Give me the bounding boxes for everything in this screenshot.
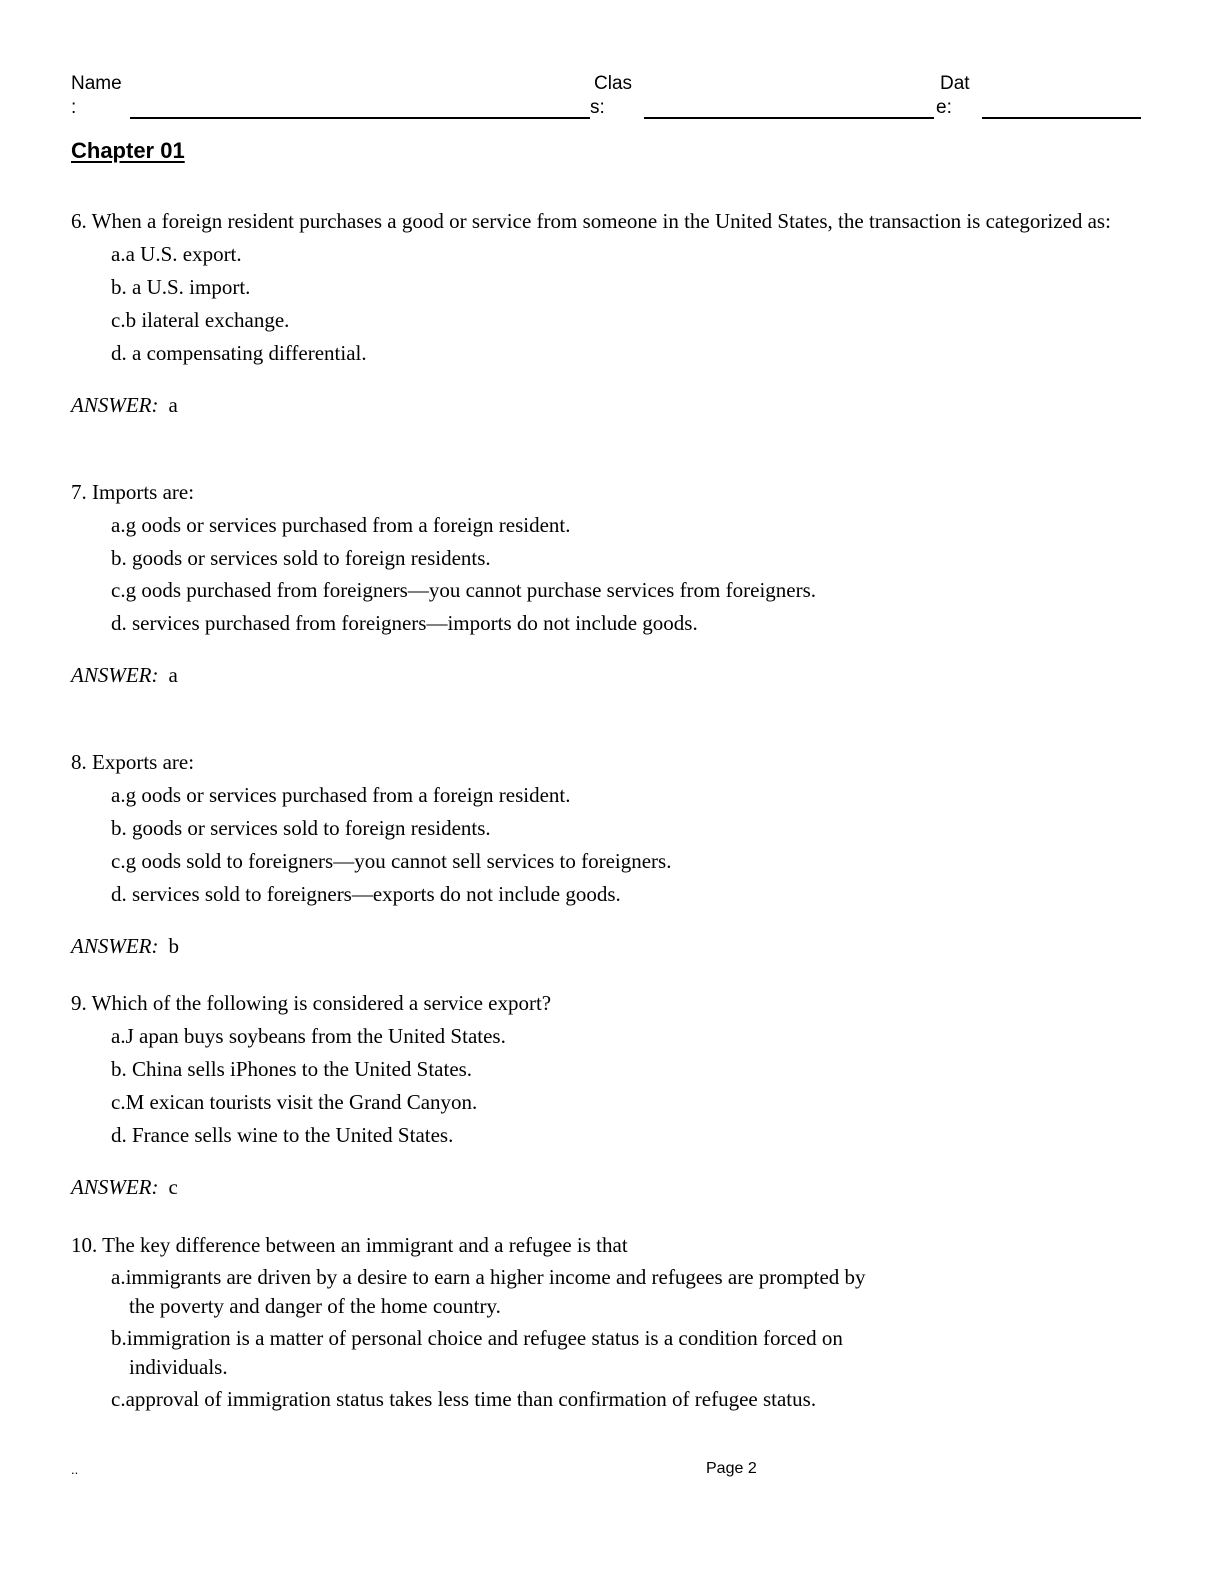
option-letter: d.	[111, 611, 127, 635]
answer-label: ANSWER:	[71, 393, 159, 417]
option-a	[71, 780, 1131, 810]
option-letter: d.	[111, 882, 127, 906]
option-letter: c.	[111, 308, 126, 332]
options-list	[71, 1021, 1131, 1150]
option-a	[71, 1021, 1131, 1051]
option-letter: a.	[111, 1024, 126, 1048]
option-b	[71, 1324, 875, 1382]
date-label-top: Dat	[940, 73, 970, 94]
answer-line	[71, 660, 1131, 690]
answer-label: ANSWER:	[71, 1175, 159, 1199]
option-c	[71, 846, 1131, 876]
question-stem: 8. Exports are:	[71, 750, 195, 774]
class-label-bottom: s:	[590, 97, 605, 118]
question-6	[71, 207, 1131, 420]
option-letter: c.	[111, 849, 126, 873]
question-7	[71, 478, 1131, 690]
option-a	[71, 1263, 875, 1321]
page-number: Page 2	[706, 1460, 757, 1477]
option-c	[71, 1385, 875, 1414]
option-text: services sold to foreigners—exports do not include goods.	[126, 882, 621, 906]
option-text: services purchased from foreigners—imports do not include goods.	[126, 611, 698, 635]
option-b	[71, 1054, 1131, 1084]
option-b	[71, 272, 1131, 302]
option-c	[71, 576, 835, 605]
answer-value: b	[168, 934, 179, 958]
class-label-top: Clas	[594, 73, 633, 94]
options-list	[71, 1263, 1131, 1414]
option-letter: c.	[111, 578, 126, 602]
answer-line	[71, 931, 1131, 961]
option-letter: a.	[111, 242, 126, 266]
answer-label: ANSWER:	[71, 663, 159, 687]
option-text: goods or services sold to foreign residents.	[126, 546, 491, 570]
option-c	[71, 305, 1131, 335]
option-d	[71, 879, 1131, 909]
option-letter: b.	[111, 816, 127, 840]
option-text: a U.S. import.	[126, 275, 251, 299]
option-a	[71, 239, 1131, 269]
name-field-line[interactable]	[130, 117, 590, 119]
question-stem: 6. When a foreign resident purchases a good or service from someone in the United States, the transaction is categorized as:	[71, 209, 1111, 233]
option-letter: b.	[111, 1326, 127, 1350]
option-letter: a.	[111, 783, 126, 807]
answer-value: a	[168, 663, 178, 687]
options-list	[71, 780, 1131, 909]
option-text: J apan buys soybeans from the United States.	[125, 1024, 506, 1048]
name-label-top: Name	[71, 73, 122, 94]
question-8	[71, 748, 1131, 961]
answer-label: ANSWER:	[71, 934, 159, 958]
footer-dots: ..	[71, 1462, 79, 1477]
option-letter: c.	[111, 1387, 126, 1411]
question-stem: 9. Which of the following is considered a service export?	[71, 991, 552, 1015]
option-text: a U.S. export.	[125, 242, 242, 266]
options-list	[71, 239, 1131, 368]
answer-line	[71, 1172, 1131, 1202]
option-text: g oods sold to foreigners—you cannot sell services to foreigners.	[125, 849, 672, 873]
option-text: approval of immigration status takes less time than confirmation of refugee status.	[125, 1387, 817, 1411]
answer-value: c	[168, 1175, 178, 1199]
date-label-bottom: e:	[936, 97, 952, 118]
option-text: goods or services sold to foreign residents.	[126, 816, 491, 840]
class-field-line[interactable]	[644, 117, 934, 119]
question-stem: 10. The key difference between an immigrant and a refugee is that	[71, 1233, 628, 1257]
option-text: France sells wine to the United States.	[126, 1123, 454, 1147]
option-b	[71, 543, 1131, 573]
question-stem: 7. Imports are:	[71, 480, 195, 504]
option-letter: b.	[111, 546, 127, 570]
option-d	[71, 608, 1131, 638]
option-d	[71, 338, 1131, 368]
option-text: b ilateral exchange.	[125, 308, 290, 332]
options-list	[71, 510, 1131, 638]
option-letter: b.	[111, 275, 127, 299]
option-text: g oods or services purchased from a foreign resident.	[125, 513, 571, 537]
question-9	[71, 989, 1131, 1202]
option-letter: d.	[111, 1123, 127, 1147]
option-c	[71, 1087, 1131, 1117]
option-letter: a.	[111, 513, 126, 537]
chapter-title: Chapter 01	[71, 138, 185, 163]
option-letter: d.	[111, 341, 127, 365]
option-text: immigrants are driven by a desire to earn a higher income and refugees are prompted by the poverty and danger of the home country.	[125, 1265, 866, 1318]
name-label-bottom: :	[71, 97, 77, 118]
option-text: M exican tourists visit the Grand Canyon.	[125, 1090, 478, 1114]
option-letter: c.	[111, 1090, 126, 1114]
option-letter: b.	[111, 1057, 127, 1081]
answer-value: a	[168, 393, 178, 417]
option-d	[71, 1120, 1131, 1150]
question-10	[71, 1231, 1131, 1417]
option-a	[71, 510, 1131, 540]
option-text: China sells iPhones to the United States.	[126, 1057, 473, 1081]
option-letter: a.	[111, 1265, 126, 1289]
option-text: immigration is a matter of personal choice and refugee status is a condition forced on individuals.	[126, 1326, 843, 1379]
answer-line	[71, 390, 1131, 420]
option-b	[71, 813, 1131, 843]
date-field-line[interactable]	[982, 117, 1141, 119]
option-text: g oods purchased from foreigners—you cannot purchase services from foreigners.	[125, 578, 817, 602]
option-text: a compensating differential.	[126, 341, 367, 365]
option-text: g oods or services purchased from a foreign resident.	[125, 783, 571, 807]
